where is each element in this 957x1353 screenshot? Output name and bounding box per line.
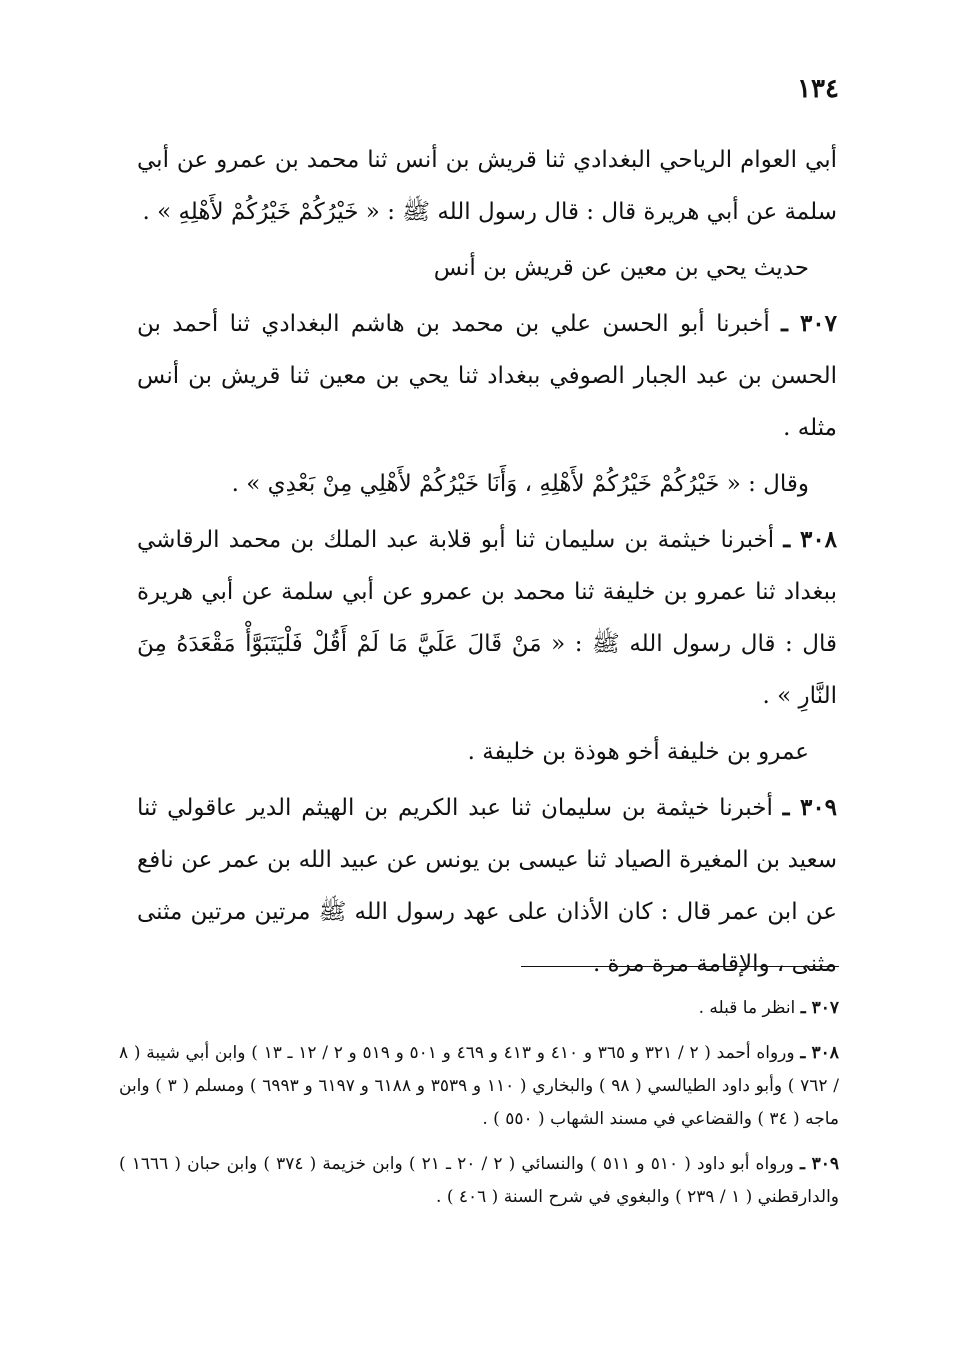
paragraph-note-amr: عمرو بن خليفة أخو هوذة بن خليفة . — [467, 739, 809, 765]
hadith-number-308: ٣٠٨ ـ — [783, 526, 838, 553]
footnote-307 — [119, 992, 839, 1025]
footnote-number-309: ٣٠٩ ـ — [799, 1154, 839, 1174]
page-number: ١٣٤ — [797, 74, 839, 104]
footnote-number-308: ٣٠٨ ـ — [800, 1043, 839, 1063]
paragraph-hadith-308 — [137, 514, 837, 722]
footnote-307-text: انظر ما قبله . — [698, 998, 796, 1018]
footnote-309-text: ورواه أبو داود ( ٥١٠ و ٥١١ ) والنسائي ( ٢ / ٢٠ ـ ٢١ ) وابن خزيمة ( ٣٧٤ ) وابن حبان ( ١٦٦٦ ) والدارقطني ( ١ / ٢٣٩ ) والبغوي في شرح السنة ( ٤٠٦ ) . — [119, 1154, 839, 1207]
paragraph-hadith-307 — [137, 298, 837, 454]
hadith-309-text: أخبرنا خيثمة بن سليمان ثنا عبد الكريم بن الهيثم الدير عاقولي ثنا سعيد بن المغيرة الصياد ثنا عيسى بن يونس عن عبيد الله بن عمر عن نافع عن ابن عمر قال : كان الأذان على عهد رسول الله ﷺ مرتين مرتين مثنى مثنى ، والإقامة مرة مرة . — [137, 795, 837, 977]
hadith-308-text: أخبرنا خيثمة بن سليمان ثنا أبو قلابة عبد الملك بن محمد الرقاشي ببغداد ثنا عمرو بن خليفة ثنا محمد بن عمرو عن أبي سلمة عن أبي هريرة قال : قال رسول الله ﷺ : « مَنْ قَالَ عَلَيَّ مَا لَمْ أَقُلْ فَلْيَتَبَوَّأْ مَقْعَدَهُ مِنَ النَّارِ » . — [137, 527, 837, 709]
paragraph-note-yahya: حديث يحي بن معين عن قريش بن أنس — [433, 255, 809, 281]
footnotes — [119, 992, 839, 1226]
footnote-number-307: ٣٠٧ ـ — [800, 998, 839, 1018]
footnote-309 — [119, 1148, 839, 1214]
paragraph-hadith-306-end: أبي العوام الرياحي البغدادي ثنا قريش بن أنس ثنا محمد بن عمرو عن أبي سلمة عن أبي هريرة قال : قال رسول الله ﷺ : « خَيْرُكُمْ خَيْرُكُمْ لأَهْلِهِ » . — [137, 147, 837, 225]
main-text — [137, 134, 837, 994]
paragraph-hadith-307-addition: وقال : « خَيْرُكُمْ خَيْرُكُمْ لأَهْلِهِ ، وَأَنَا خَيْرُكُمْ لأَهْلِي مِنْ بَعْدِي » . — [231, 471, 809, 497]
hadith-number-309: ٣٠٩ ـ — [782, 794, 838, 821]
hadith-number-307: ٣٠٧ ـ — [781, 310, 838, 337]
footnote-divider — [521, 966, 839, 967]
footnote-308-text: ورواه أحمد ( ٢ / ٣٢١ و ٣٦٥ و ٤١٠ و ٤١٣ و ٤٦٩ و ٥٠١ و ٥١٩ و ٢ / ١٢ ـ ١٣ ) وابن أبي شيبة ( ٨ / ٧٦٢ ) وأبو داود الطيالسي ( ٩٨ ) والبخاري ( ١١٠ و ٣٥٣٩ و ٦١٨٨ و ٦١٩٧ و ٦٩٩٣ ) ومسلم ( ٣ ) وابن ماجه ( ٣٤ ) والقضاعي في مسند الشهاب ( ٥٥٠ ) . — [119, 1043, 839, 1129]
paragraph-hadith-309 — [137, 782, 837, 990]
footnote-308 — [119, 1037, 839, 1136]
hadith-307-text: أخبرنا أبو الحسن علي بن محمد بن هاشم البغدادي ثنا أحمد بن الحسن بن عبد الجبار الصوفي ببغداد ثنا يحي بن معين ثنا قريش بن أنس مثله . — [137, 311, 837, 441]
